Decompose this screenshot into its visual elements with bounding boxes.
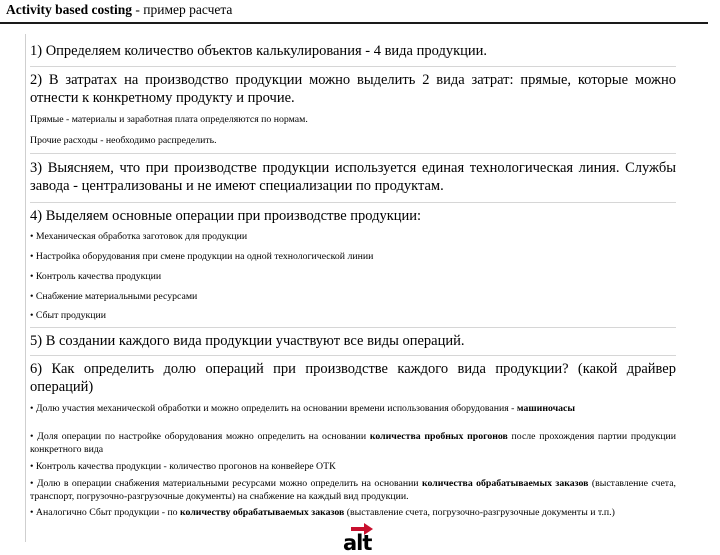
driver-sales-text	[30, 506, 676, 519]
operation-item	[30, 250, 676, 263]
driver-text: • Доля операции по настройке оборудования можно определить на основании	[30, 431, 370, 442]
driver-sales	[30, 506, 676, 519]
slide-title-bold: Activity based costing	[6, 2, 132, 17]
operation-sales: • Сбыт продукции	[30, 310, 106, 321]
step-4-text: 4) Выделяем основные операции при производстве продукции:	[30, 208, 422, 224]
operation-setup: • Настройка оборудования при смене продукции на одной технологической линии	[30, 251, 374, 262]
step-2-note-direct	[30, 113, 676, 126]
driver-supply-text	[30, 477, 676, 503]
separator	[30, 153, 676, 154]
step-2-note-other	[30, 134, 676, 147]
slide-title-rest: - пример расчета	[132, 2, 233, 17]
operation-item	[30, 230, 676, 243]
step-1-text: 1) Определяем количество объектов калькулирования - 4 вида продукции.	[30, 43, 488, 59]
step-2	[30, 71, 676, 107]
left-guide-line	[25, 34, 26, 542]
driver-machining	[30, 402, 676, 415]
driver-emphasis: количества обрабатываемых заказов	[421, 478, 589, 489]
separator	[30, 66, 676, 67]
step-6	[30, 360, 676, 396]
driver-emphasis: количества пробных прогонов	[369, 431, 508, 442]
driver-emphasis: количеству обрабатываемых заказов	[180, 507, 345, 518]
driver-text: • Долю в операции снабжения материальными ресурсами можно определить на основании	[30, 478, 422, 489]
driver-text: (выставление счета, транспорт, погрузочно-разгрузочные документы) на снабжение на каждый вид продукции.	[30, 478, 677, 502]
driver-machining-text	[30, 402, 676, 415]
title-divider	[0, 22, 708, 24]
driver-emphasis: машиночасы	[516, 403, 576, 414]
driver-quality	[30, 460, 676, 473]
logo-text: alt	[343, 531, 372, 555]
operation-supply: • Снабжение материальными ресурсами	[30, 291, 198, 302]
step-6-text: 6) Как определить долю операций при производстве каждого вида продукции? (какой драйвер операций)	[30, 361, 676, 395]
direct-costs-note: Прямые - материалы и заработная плата определяются по нормам.	[30, 114, 308, 125]
step-5-text: 5) В создании каждого вида продукции участвуют все виды операций.	[30, 333, 465, 349]
separator	[30, 355, 676, 356]
separator	[30, 202, 676, 203]
driver-text: (выставление счета, погрузочно-разгрузочные документы и т.п.)	[344, 507, 615, 518]
operation-quality-control: • Контроль качества продукции	[30, 271, 162, 282]
driver-quality-text: • Контроль качества продукции - количество прогонов на конвейере ОТК	[30, 461, 336, 472]
other-costs-note: Прочие расходы - необходимо распределить.	[30, 135, 217, 146]
driver-text: • Аналогично Сбыт продукции - по	[30, 507, 181, 518]
operation-item	[30, 270, 676, 283]
driver-setup	[30, 430, 676, 456]
driver-text: после прохождения партии продукции конкретного вида	[30, 431, 676, 455]
slide-title	[6, 1, 232, 19]
step-4	[30, 207, 676, 225]
operation-machining: • Механическая обработка заготовок для продукции	[30, 231, 248, 242]
step-3	[30, 159, 676, 195]
operation-item	[30, 290, 676, 303]
driver-text: • Долю участия механической обработки и можно определить на основании времени использования оборудования -	[30, 403, 517, 414]
driver-supply	[30, 477, 676, 503]
step-3-text: 3) Выясняем, что при производстве продукции используется единая технологическая линия. Службы завода - централизованы и не имеют специализации по продуктам.	[30, 160, 676, 194]
step-2-text: 2) В затратах на производство продукции можно выделить 2 вида затрат: прямые, которые можно отнести к конкретному продукту и прочие.	[30, 72, 676, 106]
operation-item	[30, 309, 676, 322]
alt-logo	[341, 523, 377, 555]
step-5	[30, 332, 676, 350]
step-1	[30, 42, 676, 60]
separator	[30, 327, 676, 328]
driver-setup-text	[30, 430, 676, 456]
